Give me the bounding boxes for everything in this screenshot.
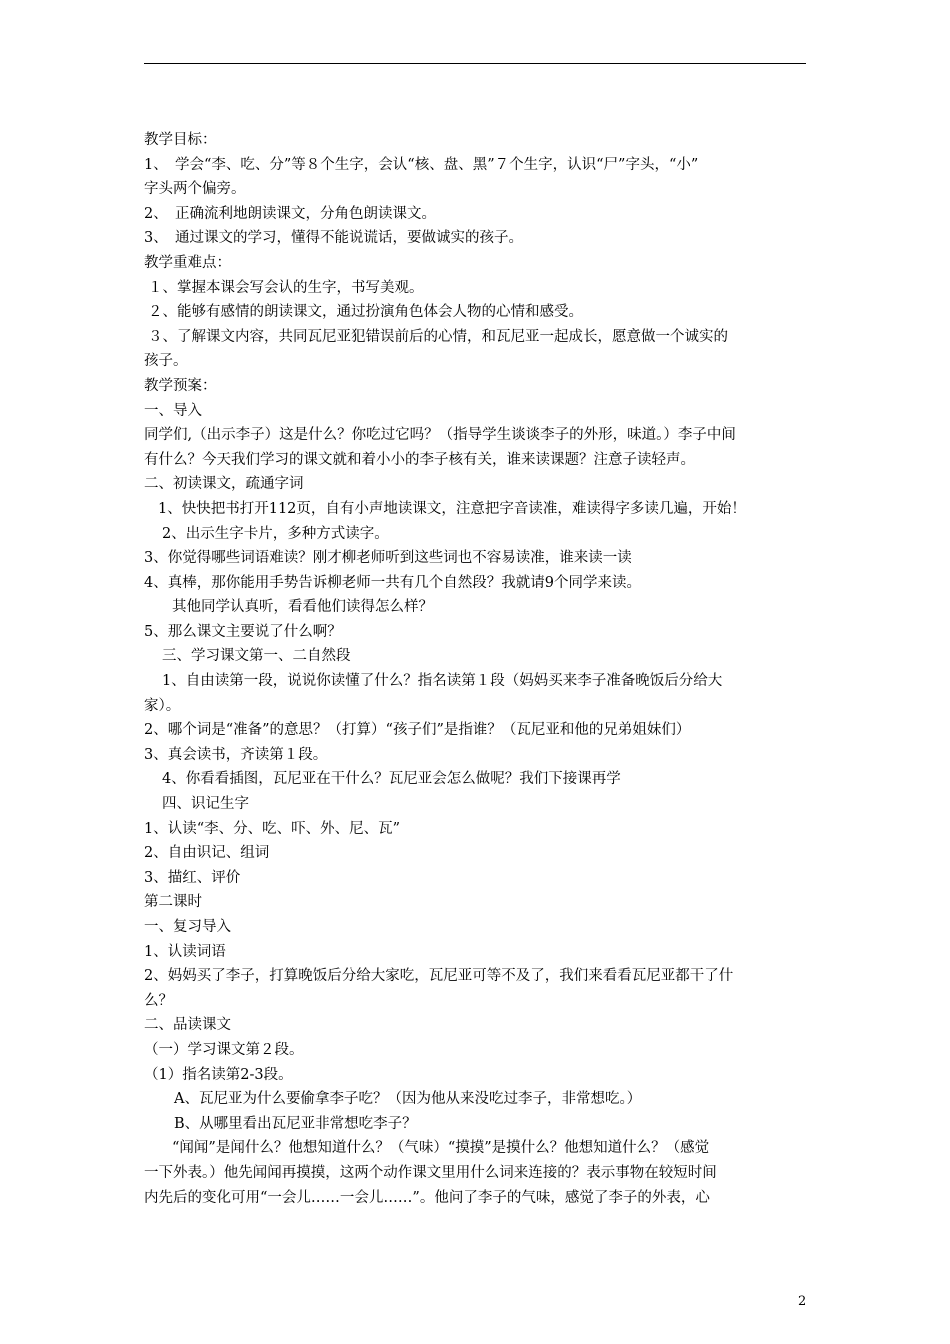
text-line: 第二课时 — [144, 894, 202, 911]
text-line: 1、认读词语 — [144, 943, 226, 960]
text-line: “闻闻”是闻什么？他想知道什么？（气味）“摸摸”是摸什么？他想知道什么？（感觉 — [172, 1140, 710, 1157]
text-line: 1、自由读第一段，说说你读懂了什么？指名读第１段（妈妈买来李子准备晚饭后分给大 — [162, 673, 723, 690]
text-line: 2、出示生字卡片，多种方式读字。 — [162, 525, 389, 542]
text-line: 二、品读课文 — [144, 1017, 231, 1034]
text-line: 教学预案： — [144, 377, 217, 394]
text-line: ２、能够有感情的朗读课文，通过扮演角色体会人物的心情和感受。 — [148, 304, 583, 321]
document-body — [144, 128, 808, 1210]
text-line: 孩子。 — [144, 353, 188, 370]
text-line: 么？ — [144, 992, 173, 1009]
text-line: 一、导入 — [144, 402, 202, 419]
text-line: 2、 正确流利地朗读课文，分角色朗读课文。 — [144, 205, 436, 222]
text-line: 2、自由识记、组词 — [144, 845, 270, 862]
text-line: 3、真会读书，齐读第１段。 — [144, 746, 328, 763]
text-line: 4、真棒，那你能用手势告诉柳老师一共有几个自然段？我就请9个同学来读。 — [144, 574, 641, 591]
text-line: 4、你看看插图，瓦尼亚在干什么？瓦尼亚会怎么做呢？我们下接课再学 — [162, 771, 621, 788]
text-line: 3、描红、评价 — [144, 869, 241, 886]
text-line: 二、初读课文，疏通字词 — [144, 476, 304, 493]
page-number: 2 — [798, 1294, 807, 1309]
text-line: 3、你觉得哪些词语难读？刚才柳老师听到这些词也不容易读准，谁来读一读 — [144, 550, 632, 567]
text-line: （一）学习课文第２段。 — [144, 1041, 304, 1058]
text-line: 家）。 — [144, 697, 181, 714]
text-line: 三、学习课文第一、二自然段 — [162, 648, 351, 665]
text-line: ３、了解课文内容，共同瓦尼亚犯错误前后的心情，和瓦尼亚一起成长，愿意做一个诚实的 — [148, 328, 728, 345]
text-line: 2、妈妈买了李子，打算晚饭后分给大家吃，瓦尼亚可等不及了，我们来看看瓦尼亚都干了什 — [144, 968, 734, 985]
text-line: 1、认读“李、分、吃、吓、外、尼、瓦” — [144, 820, 401, 837]
text-line: 1、 学会“李、吃、分”等８个生字，会认“核、盘、黑”７个生字，认识“尸”字头，“小” — [144, 156, 699, 173]
text-line: 一下外表。）他先闻闻再摸摸，这两个动作课文里用什么词来连接的？表示事物在较短时间 — [144, 1164, 717, 1181]
text-line: １、掌握本课会写会认的生字，书写美观。 — [148, 279, 424, 296]
text-line: 内先后的变化可用“一会儿……一会儿……”。他问了李子的气味，感觉了李子的外表，心 — [144, 1189, 710, 1206]
text-line: 一、复习导入 — [144, 919, 231, 935]
text-line: B、从哪里看出瓦尼亚非常想吃李子？ — [174, 1115, 417, 1132]
text-line: 2、哪个词是“准备”的意思？（打算）“孩子们”是指谁？（瓦尼亚和他的兄弟姐妹们） — [144, 722, 691, 739]
text-line: 5、那么课文主要说了什么啊？ — [144, 623, 342, 640]
text-line: 1、快快把书打开112页，自有小声地读课文，注意把字音读准，难读得字多读几遍，开始！ — [158, 500, 746, 517]
text-line: 四、识记生字 — [162, 796, 249, 813]
text-line: 字头两个偏旁。 — [144, 181, 246, 198]
text-line: 有什么？今天我们学习的课文就和着小小的李子核有关，谁来读课题？注意子读轻声。 — [144, 451, 695, 468]
header-rule — [144, 63, 806, 64]
text-line: 教学目标： — [144, 132, 217, 148]
text-line: 教学重难点： — [144, 254, 231, 271]
text-line: A、瓦尼亚为什么要偷拿李子吃？（因为他从来没吃过李子，非常想吃。） — [174, 1091, 642, 1108]
text-line: （1）指名读第2-3段。 — [144, 1066, 293, 1083]
text-line: 其他同学认真听，看看他们读得怎么样？ — [172, 599, 433, 616]
text-line: 3、 通过课文的学习，懂得不能说谎话，要做诚实的孩子。 — [144, 230, 523, 247]
text-line: 同学们,（出示李子）这是什么？你吃过它吗？（指导学生谈谈李子的外形，味道。）李子中间 — [144, 427, 736, 444]
